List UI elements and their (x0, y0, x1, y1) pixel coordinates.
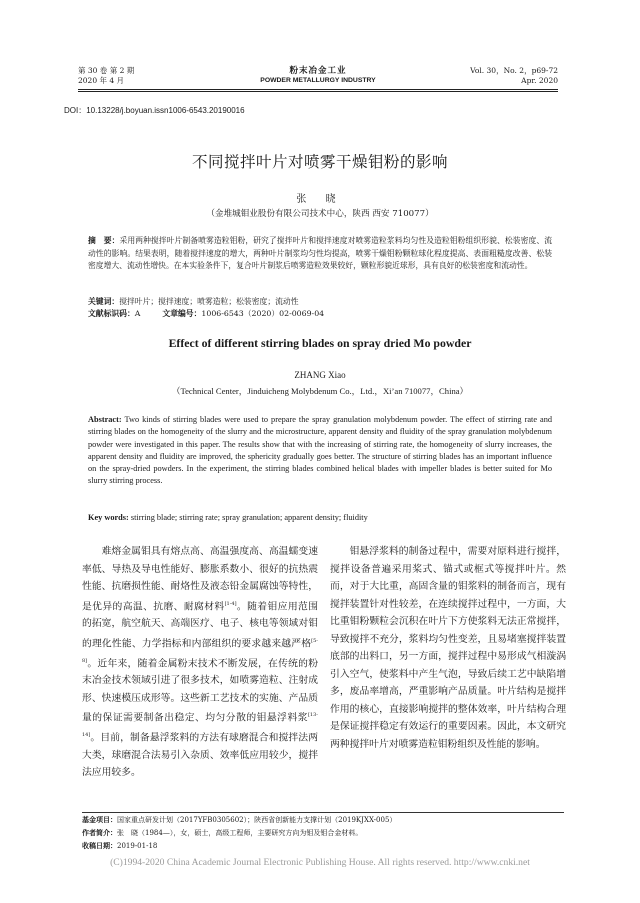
footnote-author (82, 827, 564, 840)
classification-label: 文献标识码： (88, 309, 135, 318)
body-text: 。随着钼应用范围的拓宽，航空航天、高端医疗、电子、核电等领域对钼的理化性能、力学指标和内部组织的要求越来越严格 (82, 600, 319, 650)
abstract-en (88, 414, 552, 488)
keywords-en-label: Key words: (88, 513, 129, 522)
body-column-right (330, 543, 566, 753)
title-en: Effect of different stirring blades on spray dried Mo powder (168, 336, 472, 350)
header-volume-en: Vol. 30，No. 2，p69-72 (470, 66, 558, 75)
body-text: 。近年来，随着金属粉末技术不断发展，在传统的粉末冶金技术领域引进了很多技术，如喷雾造粒、注射成形、快速模压成形等。这些新工艺技术的实施、产品质量的保证需要制备出稳定、均匀分散的钼悬浮料浆 (82, 657, 318, 724)
body-text: 。目前，制备悬浮浆料的方法有球磨混合和搅拌法两大类，球磨混合法易引入杂质、效率低应用较少，搅拌法应用较多。 (82, 732, 318, 779)
abstract-en-label: Abstract: (88, 415, 122, 424)
copyright-footer: (C)1994-2020 China Academic Journal Electronic Publishing House. All rights reserved. http://www.cnki.net (110, 857, 530, 868)
author-cn: 张 晓 (296, 194, 344, 205)
footnote-received (82, 840, 564, 853)
keywords-en-text: stirring blade; stirring rate; spray granulation; apparent density; fluidity (128, 513, 368, 522)
abstract-cn (88, 235, 552, 273)
citation: [1-4] (224, 600, 237, 607)
article-number-value: 1006-6543（2020）02-0069-04 (201, 309, 325, 318)
body-column-left (82, 543, 318, 782)
header-journal-en: POWDER METALLURGY INDUSTRY (260, 77, 376, 84)
keywords-cn (88, 296, 552, 308)
received-label: 收稿日期： (82, 842, 117, 850)
footnote-fund (82, 814, 564, 827)
header-rule-double (78, 91, 558, 92)
doi: DOI：10.13228/j.boyuan.issn1006-6543.20190016 (64, 106, 245, 115)
header-rule (78, 89, 558, 90)
abstract-cn-text: 采用两种搅拌叶片制备喷雾造粒钼粉，研究了搅拌叶片和搅拌速度对喷雾造粒浆料均匀性及造粒钼粉组织形貌、松装密度、流动性的影响。结果表明，随着搅拌速度的增大，两种叶片制浆均匀性均提高，喷雾干燥钼粉颗粒球化程度提高、表面粗糙度改善、松装密度增大、流动性增快。在本实验条件下，复合叶片制浆后喷雾造粒效果较好，颗粒形貌近球形，具有良好的松装密度和流动性。 (88, 236, 553, 271)
article-number-label: 文章编号： (162, 309, 202, 318)
citation: [5-8] (82, 637, 318, 664)
abstract-en-text: Two kinds of stirring blades were used to prepare the spray granulation molybdenum powder. The effect of stirring rate and stirring blades on the homogeneity of the slurry and the microstructure, apparent density and fluidity of the spray granulation molybdenum powder were investigated in this paper. The results show that with the increasing of stirring rate, the homogeneity of slurry increases, the apparent density and fluidity are improved, the sphericity gradually goes better. The structure of stirring blades has an important influence on the spray-dried powders. In the experiment, the stirring blades combined helical blades with impeller blades is better suited for Mo slurry stirring process. (88, 415, 552, 486)
author-en: ZHANG Xiao (294, 370, 346, 380)
affiliation-cn: （金堆城钼业股份有限公司技术中心，陕西 西安 710077） (206, 209, 434, 219)
body-paragraph (82, 543, 318, 782)
body-text: 难熔金属钼具有熔点高、高温强度高、高温蠕变速率低、导热及导电性能好、膨胀系数小、很好的抗热震性能、抗磨损性能、耐烙性及液态铅金属腐蚀等特性，是优异的高温、抗磨、耐腐材料 (82, 546, 318, 612)
header-journal-cn: 粉末冶金工业 (289, 66, 347, 76)
header-date-cn: 2020 年 4 月 (78, 76, 125, 85)
keywords-cn-label: 关键词： (88, 297, 120, 306)
header-volume-cn: 第 30 卷 第 2 期 (78, 66, 135, 75)
author-bio-text: 张 晓（1984—），女，硕士，高级工程师，主要研究方向为钼及钼合金材料。 (117, 829, 363, 837)
affiliation-en: （Technical Center，Jinduicheng Molybdenum Co.，Ltd.，Xi’an 710077，China） (171, 386, 469, 396)
title-cn: 不同搅拌叶片对喷雾干燥钼粉的影响 (191, 153, 448, 171)
header-right (470, 66, 558, 86)
classification-value: A (134, 309, 141, 318)
citation: [13-14] (82, 712, 318, 739)
fund-text: 国家重点研发计划（2017YFB0305602）；陕西省创新能力支撑计划（2019KJXX-005） (117, 816, 397, 824)
author-bio-label: 作者简介： (82, 829, 117, 837)
keywords-cn-text: 搅拌叶片；搅拌速度；喷雾造粒；松装密度；流动性 (119, 297, 299, 306)
abstract-cn-label: 摘 要： (88, 236, 120, 245)
classification-line (88, 308, 552, 320)
body-paragraph: 钼悬浮浆料的制备过程中，需要对原料进行搅拌，搅拌设备普遍采用桨式、锚式或框式等搅拌叶片。然而，对于大比重，高固含量的钼浆料的制备而言，现有搅拌装置针对性较差，在连续搅拌过程中，一方面，大比重钼粉颗粒会沉积在叶片下方使浆料无法正常搅拌，导致搅拌不充分，浆料均匀性变差，且易堵塞搅拌装置底部的出料口，另一方面，搅拌过程中易形成气相漩涡引入空气，使浆料中产生气泡，导致后续工艺中缺陷增多，废品率增高，严重影响产品质量。叶片结构是搅拌作用的核心，直接影响搅拌的整体效率，叶片结构合理是保证搅拌稳定有效运行的重要因素。因此，本文研究两种搅拌叶片对喷雾造粒钼粉组织及性能的影响。 (330, 546, 566, 750)
fund-label: 基金项目： (82, 816, 117, 824)
footnote-rule (82, 812, 564, 813)
received-text: 2019-01-18 (117, 842, 158, 850)
keywords-en (88, 513, 552, 522)
header-date-en: Apr. 2020 (521, 76, 558, 85)
